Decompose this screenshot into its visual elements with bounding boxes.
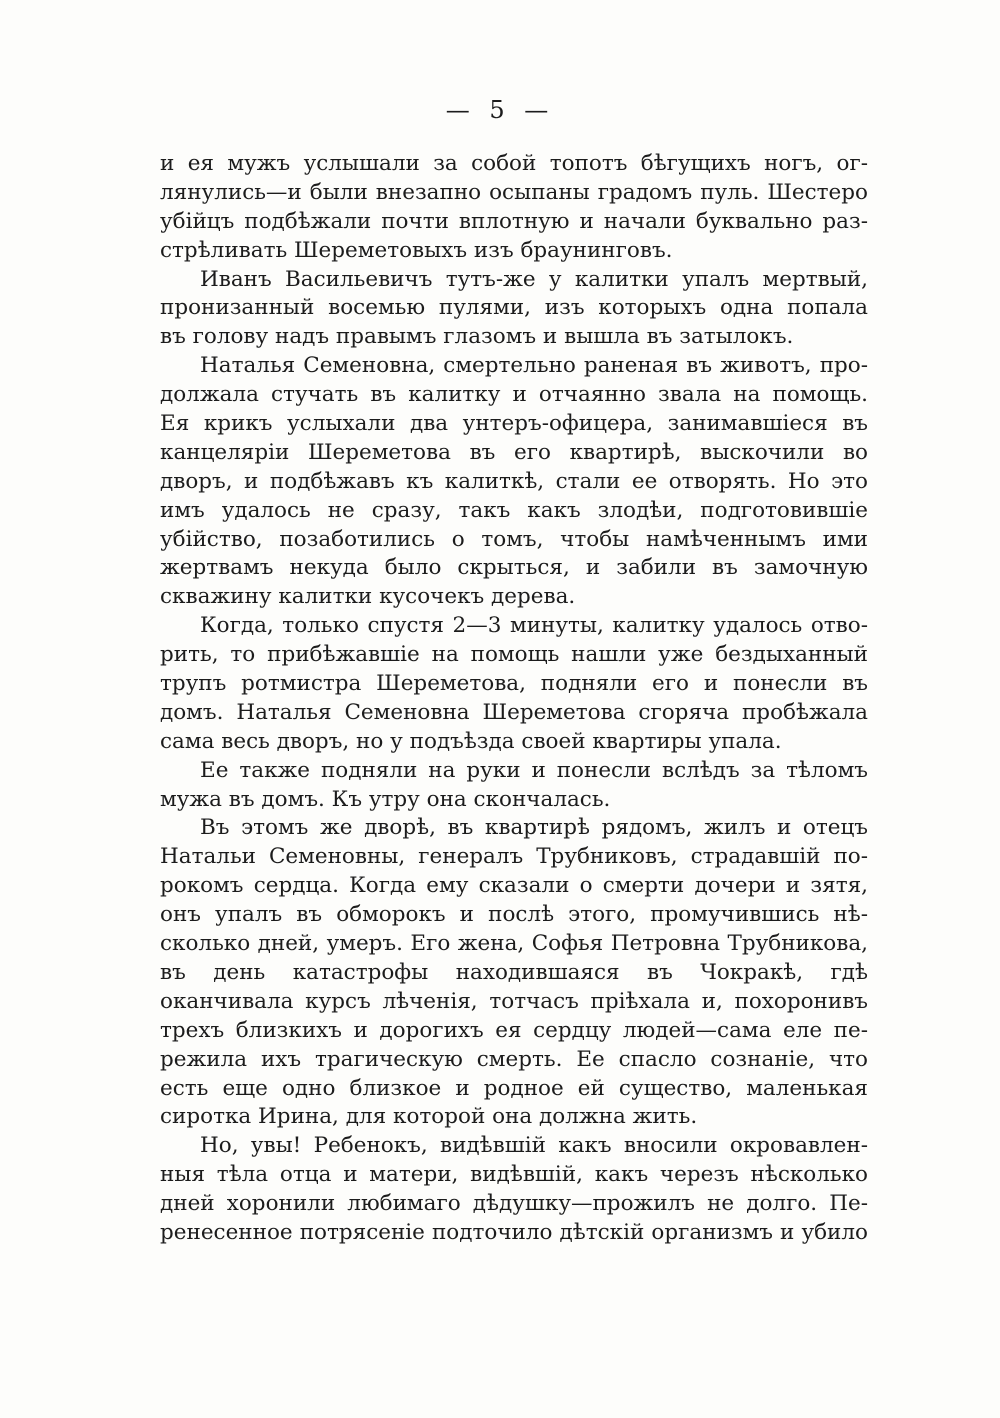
body-text bbox=[160, 150, 868, 1248]
text-line: канцеляріи Шереметова въ его квартирѣ, выскочили во bbox=[160, 439, 868, 465]
text-line: рокомъ сердца. Когда ему сказали о смерти дочери и зятя, bbox=[160, 873, 868, 899]
text-line: Наталья Семеновна, смертельно раненая въ животъ, про- bbox=[200, 353, 868, 379]
text-line: ныя тѣла отца и матери, видѣвшій, какъ черезъ нѣсколько bbox=[160, 1162, 868, 1188]
text-line: въ голову надъ правымъ глазомъ и вышла въ затылокъ. bbox=[160, 324, 794, 350]
text-line: должала стучать въ калитку и отчаянно звала на помощь. bbox=[160, 382, 868, 408]
text-line: Въ этомъ же дворѣ, въ квартирѣ рядомъ, жилъ и отецъ bbox=[200, 815, 868, 841]
text-line: лянулись—и были внезапно осыпаны градомъ пуль. Шестеро bbox=[160, 179, 868, 205]
text-line: скважину калитки кусочекъ дерева. bbox=[160, 584, 576, 610]
text-line: убійство, позаботились о томъ, чтобы намѣченнымъ ими bbox=[160, 526, 868, 552]
text-line: дворъ, и подбѣжавъ къ калиткѣ, стали ее отворять. Но это bbox=[160, 468, 868, 494]
text-line: Но, увы! Ребенокъ, видѣвшій какъ вносили окровавлен- bbox=[200, 1133, 868, 1159]
text-line: мужа въ домъ. Къ утру она скончалась. bbox=[160, 786, 611, 812]
text-line: Ея крикъ услыхали два унтеръ-офицера, занимавшіеся въ bbox=[160, 411, 868, 437]
text-line: сама весь дворъ, но у подъѣзда своей квартиры упала. bbox=[160, 728, 782, 754]
text-line: Иванъ Васильевичъ тутъ-же у калитки упалъ мертвый, bbox=[200, 266, 868, 292]
text-line: сколько дней, умеръ. Его жена, Софья Петровна Трубникова, bbox=[160, 931, 868, 957]
text-line: Когда, только спустя 2—3 минуты, калитку удалось отво- bbox=[200, 613, 868, 639]
text-line: онъ упалъ въ обморокъ и послѣ этого, промучившись нѣ- bbox=[160, 902, 868, 928]
text-line: убійцъ подбѣжали почти вплотную и начали буквально раз- bbox=[160, 208, 868, 234]
text-line: Натальи Семеновны, генералъ Трубниковъ, страдавшій по- bbox=[160, 844, 868, 870]
text-line: имъ удалось не сразу, такъ какъ злодѣи, подготовившіе bbox=[160, 497, 868, 523]
text-line: есть еще одно близкое и родное ей существо, маленькая bbox=[160, 1075, 868, 1101]
text-line: режила ихъ трагическую смерть. Ее спасло сознаніе, что bbox=[160, 1046, 868, 1072]
text-line: въ день катастрофы находившаяся въ Чокракѣ, гдѣ bbox=[160, 959, 868, 985]
text-line: сиротка Ирина, для которой она должна жить. bbox=[160, 1104, 698, 1130]
text-line: дней хоронили любимаго дѣдушку—прожилъ не долго. Пе- bbox=[160, 1191, 868, 1217]
text-line: трупъ ротмистра Шереметова, подняли его и понесли въ bbox=[160, 671, 868, 697]
text-line: пронизанный восемью пулями, изъ которыхъ одна попала bbox=[160, 295, 868, 321]
text-line: жертвамъ некуда было скрыться, и забили въ замочную bbox=[160, 555, 868, 581]
page-number: — 5 — bbox=[445, 96, 555, 124]
text-line: оканчивала курсъ лѣченія, тотчасъ пріѣхала и, похоронивъ bbox=[160, 988, 868, 1014]
text-line: ренесенное потрясеніе подточило дѣтскій организмъ и убило bbox=[160, 1219, 868, 1245]
text-line: рить, то прибѣжавшіе на помощь нашли уже бездыханный bbox=[160, 642, 868, 668]
text-line: стрѣливать Шереметовыхъ изъ браунинговъ. bbox=[160, 237, 673, 263]
text-line: домъ. Наталья Семеновна Шереметова сгоряча пробѣжала bbox=[160, 699, 868, 725]
text-line: трехъ близкихъ и дорогихъ ея сердцу людей—сама еле пе- bbox=[160, 1017, 868, 1043]
text-line: и ея мужъ услышали за собой топотъ бѣгущихъ ногъ, ог- bbox=[160, 151, 868, 176]
text-line: Ее также подняли на руки и понесли вслѣдъ за тѣломъ bbox=[200, 757, 868, 783]
